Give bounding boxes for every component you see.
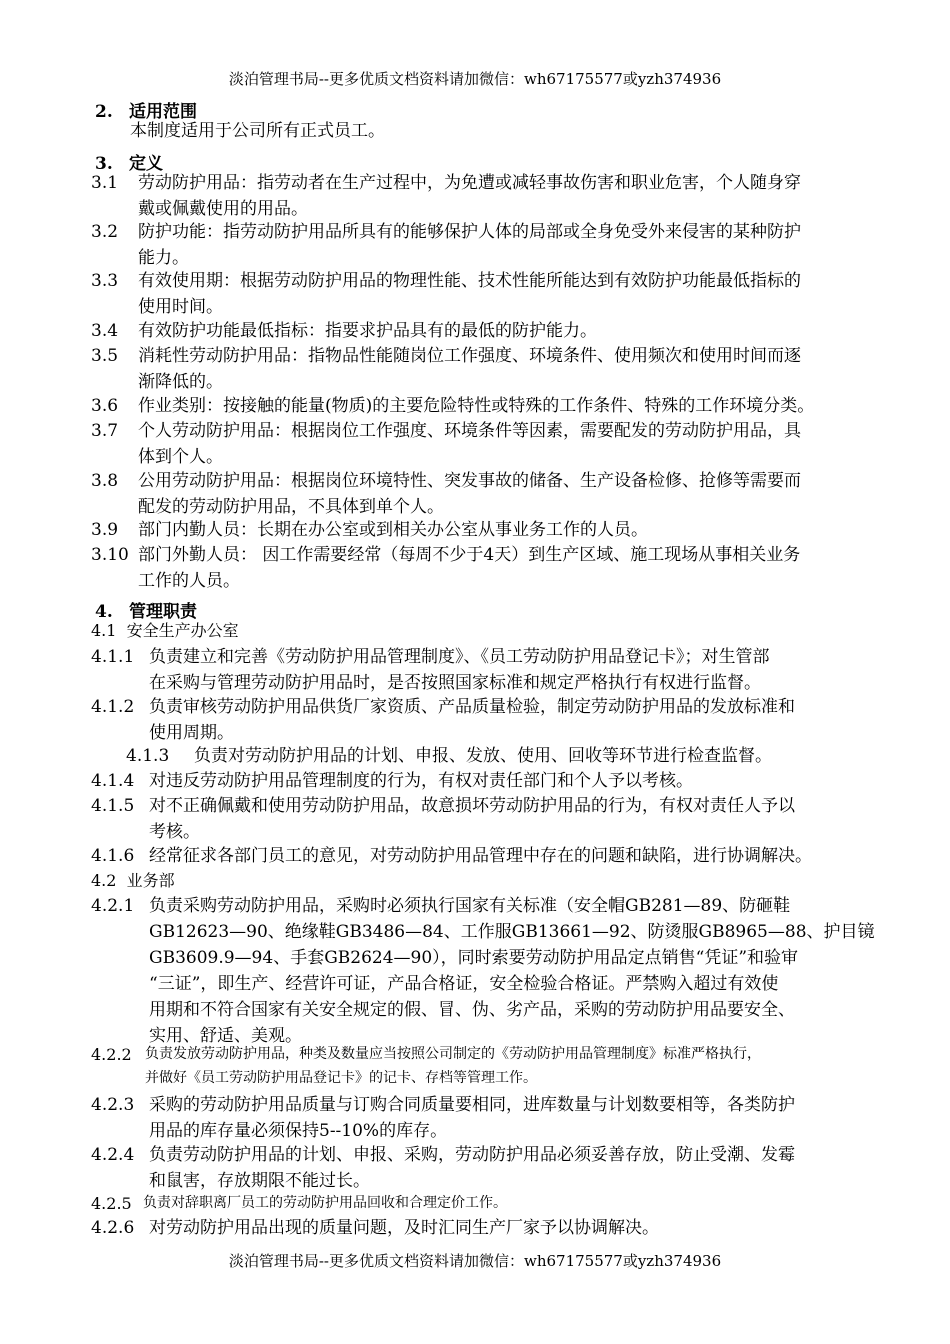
item-line: 有效防护功能最低指标：指要求护品具有的最低的防护能力。 — [138, 321, 597, 341]
item-line: 使用时间。 — [138, 297, 223, 317]
section-title: 适用范围 — [129, 102, 197, 122]
item-line: 用品的库存量必须保持5--10%的库存。 — [149, 1121, 448, 1141]
item-line: 并做好《员工劳动防护用品登记卡》的记卡、存档等管理工作。 — [145, 1070, 537, 1086]
item-number: 4.2.3 — [91, 1095, 135, 1115]
item-number: 3.4 — [91, 321, 119, 341]
item-number: 3.10 — [91, 545, 129, 565]
item-number: 3.3 — [91, 271, 119, 291]
section-number: 4. — [95, 602, 113, 622]
item-number: 3.2 — [91, 222, 119, 242]
item-line: 对违反劳动防护用品管理制度的行为，有权对责任部门和个人予以考核。 — [149, 771, 693, 791]
item-number: 4.2.5 — [91, 1194, 132, 1213]
item-line: 在采购与管理劳动防护用品时，是否按照国家标准和规定严格执行有权进行监督。 — [149, 673, 761, 693]
item-line: 负责建立和完善《劳动防护用品管理制度》、《员工劳动防护用品登记卡》；对生管部 — [149, 647, 770, 667]
item-number: 3.6 — [91, 396, 119, 416]
item-number: 4.2.4 — [91, 1145, 135, 1165]
item-line: 负责审核劳动防护用品供货厂家资质、产品质量检验，制定劳动防护用品的发放标准和 — [149, 697, 795, 717]
item-line: GB3609.9—94、手套GB2624—90），同时索要劳动防护用品定点销售“凭证”和验审 — [149, 948, 799, 968]
item-number: 4.1.6 — [91, 846, 135, 866]
section-number: 3. — [95, 154, 113, 174]
item-line: 部门内勤人员：长期在办公室或到相关办公室从事业务工作的人员。 — [138, 520, 648, 540]
item-number: 4.1.4 — [91, 771, 135, 791]
item-line: 劳动防护用品：指劳动者在生产过程中，为免遭或减轻事故伤害和职业危害，个人随身穿 — [138, 173, 801, 193]
item-line: 防护功能：指劳动防护用品所具有的能够保护人体的局部或全身免受外来侵害的某种防护 — [138, 222, 801, 242]
section-2-body: 本制度适用于公司所有正式员工。 — [130, 121, 385, 141]
item-line: 实用、舒适、美观。 — [149, 1026, 302, 1046]
item-line: 使用周期。 — [149, 723, 234, 743]
item-line: 和鼠害，存放期限不能过长。 — [149, 1171, 370, 1191]
item-line: 部门外勤人员： 因工作需要经常（每周不少于4天）到生产区域、施工现场从事相关业务 — [138, 545, 801, 565]
subsection-4-2-label: 4.2 业务部 — [91, 871, 175, 890]
item-line: 工作的人员。 — [138, 571, 240, 591]
item-number: 4.1.3 — [126, 746, 170, 766]
item-number: 4.1.5 — [91, 796, 135, 816]
item-line: 用期和不符合国家有关安全规定的假、冒、伪、劣产品，采购的劳动防护用品要安全、 — [149, 1000, 795, 1020]
item-line: 配发的劳动防护用品，不具体到单个人。 — [138, 497, 444, 517]
section-title: 管理职责 — [129, 602, 197, 622]
item-number: 3.1 — [91, 173, 119, 193]
section-number: 2. — [95, 102, 113, 122]
page-footer: 淡泊管理书局--更多优质文档资料请加微信：wh67175577或yzh374936 — [228, 1252, 722, 1270]
item-number: 3.5 — [91, 346, 119, 366]
page-header: 淡泊管理书局--更多优质文档资料请加微信：wh67175577或yzh374936 — [228, 70, 722, 88]
item-line: “三证”，即生产、经营许可证，产品合格证，安全检验合格证。严禁购入超过有效使 — [149, 974, 779, 994]
item-number: 3.7 — [91, 421, 119, 441]
item-number: 4.1.1 — [91, 647, 135, 667]
item-line: 作业类别：按接触的能量(物质)的主要危险特性或特殊的工作条件、特殊的工作环境分类。 — [138, 396, 815, 416]
item-number: 3.9 — [91, 520, 119, 540]
item-line: 负责劳动防护用品的计划、申报、采购，劳动防护用品必须妥善存放，防止受潮、发霉 — [149, 1145, 795, 1165]
item-line: 经常征求各部门员工的意见，对劳动防护用品管理中存在的问题和缺陷，进行协调解决。 — [149, 846, 812, 866]
item-line: 负责对劳动防护用品的计划、申报、发放、使用、回收等环节进行检查监督。 — [194, 746, 772, 766]
item-line: 对劳动防护用品出现的质量问题，及时汇同生产厂家予以协调解决。 — [149, 1218, 659, 1238]
item-number: 4.1.2 — [91, 697, 135, 717]
item-number: 4.2.1 — [91, 896, 135, 916]
item-number: 4.2.2 — [91, 1045, 132, 1064]
item-line: 有效使用期：根据劳动防护用品的物理性能、技术性能所能达到有效防护功能最低指标的 — [138, 271, 801, 291]
item-line: 个人劳动防护用品：根据岗位工作强度、环境条件等因素，需要配发的劳动防护用品，具 — [138, 421, 801, 441]
item-line: 负责对辞职离厂员工的劳动防护用品回收和合理定价工作。 — [143, 1195, 507, 1211]
item-line: 体到个人。 — [138, 447, 223, 467]
item-line: 对不正确佩戴和使用劳动防护用品，故意损坏劳动防护用品的行为，有权对责任人予以 — [149, 796, 795, 816]
item-line: 戴或佩戴使用的用品。 — [138, 199, 308, 219]
item-line: 能力。 — [138, 248, 189, 268]
item-line: 采购的劳动防护用品质量与订购合同质量要相同，进库数量与计划数要相等，各类防护 — [149, 1095, 795, 1115]
section-title: 定义 — [129, 154, 163, 174]
item-number: 4.2.6 — [91, 1218, 135, 1238]
subsection-4-1-label: 4.1 安全生产办公室 — [91, 621, 239, 640]
item-line: 考核。 — [149, 822, 200, 842]
item-line: 渐降低的。 — [138, 372, 223, 392]
item-line: 消耗性劳动防护用品：指物品性能随岗位工作强度、环境条件、使用频次和使用时间而逐 — [138, 346, 801, 366]
item-line: 公用劳动防护用品：根据岗位环境特性、突发事故的储备、生产设备检修、抢修等需要而 — [138, 471, 801, 491]
item-line: 负责发放劳动防护用品，种类及数量应当按照公司制定的《劳动防护用品管理制度》标准严格执行， — [145, 1046, 761, 1062]
item-line: 负责采购劳动防护用品，采购时必须执行国家有关标准（安全帽GB281—89、防砸鞋 — [149, 896, 791, 916]
item-number: 3.8 — [91, 471, 119, 491]
item-line: GB12623—90、绝缘鞋GB3486—84、工作服GB13661—92、防烫服GB8965—88、护目镜 — [149, 922, 875, 942]
